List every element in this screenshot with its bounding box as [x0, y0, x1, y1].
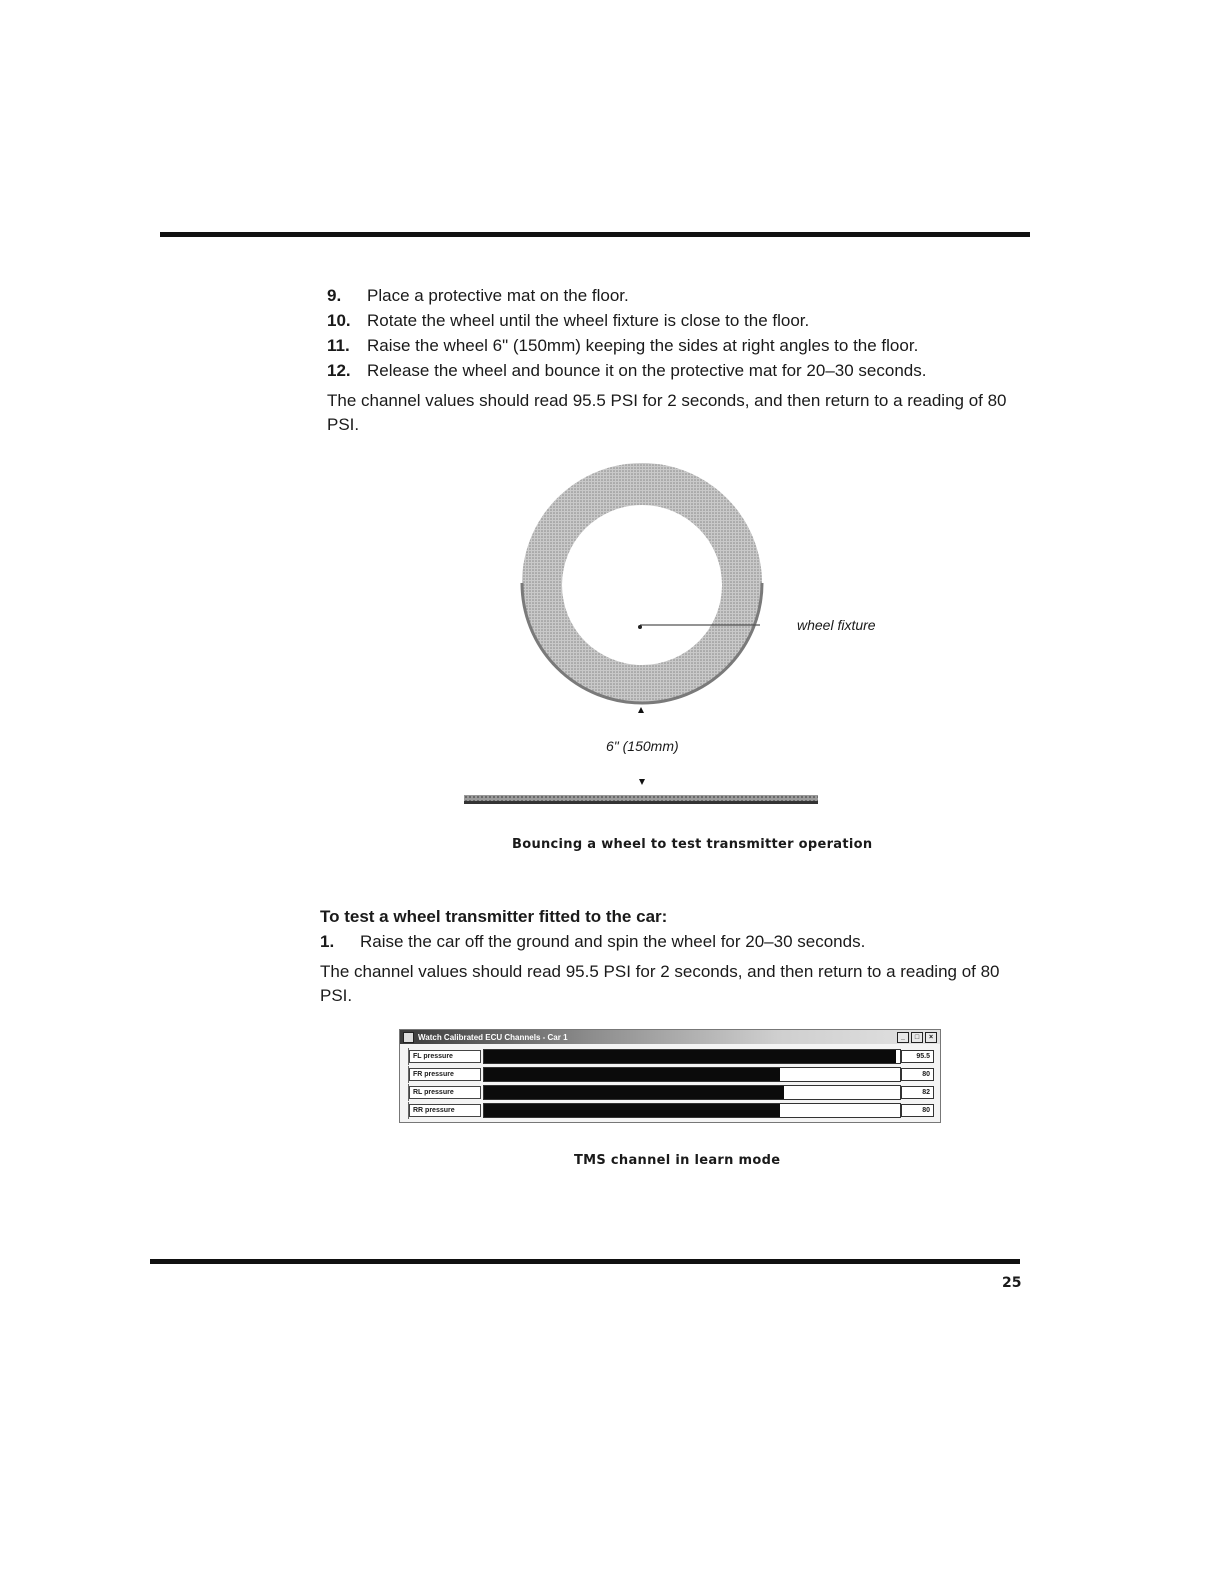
- channel-row: [408, 1048, 934, 1065]
- channel-gauge: [483, 1049, 901, 1064]
- steps-section: [327, 283, 1047, 437]
- step-item: [327, 358, 1047, 383]
- step-text: Rotate the wheel until the wheel fixture is close to the floor.: [367, 311, 810, 330]
- step-text: Place a protective mat on the floor.: [367, 286, 629, 305]
- channel-label: RL pressure: [409, 1086, 481, 1099]
- step-number: 12.: [327, 361, 351, 380]
- distance-label: 6" (150mm): [606, 738, 679, 754]
- minimize-icon[interactable]: _: [897, 1032, 909, 1043]
- step-number: 1.: [320, 932, 335, 951]
- channel-values-paragraph: The channel values should read 95.5 PSI for 2 seconds, and then return to a reading of 80 PSI.: [320, 962, 1000, 1005]
- channel-label: RR pressure: [409, 1104, 481, 1117]
- section-car-test: [320, 905, 1040, 1008]
- wheel-hub: [638, 625, 642, 629]
- channel-value: 80: [901, 1104, 934, 1117]
- channel-row: [408, 1102, 934, 1119]
- channel-gauge: [483, 1085, 901, 1100]
- top-rule: [160, 232, 1030, 237]
- channel-gauge: [483, 1067, 901, 1082]
- close-icon[interactable]: ×: [925, 1032, 937, 1043]
- step-text: Raise the wheel 6" (150mm) keeping the sides at right angles to the floor.: [367, 336, 919, 355]
- step-item: [327, 283, 1047, 308]
- channel-gauge: [483, 1103, 901, 1118]
- window-title: Watch Calibrated ECU Channels - Car 1: [418, 1032, 568, 1042]
- channel-values-paragraph: The channel values should read 95.5 PSI for 2 seconds, and then return to a reading of 80 PSI.: [327, 391, 1007, 434]
- page-number: 25: [1002, 1275, 1022, 1291]
- channel-value: 95.5: [901, 1050, 934, 1063]
- down-arrow-icon: [639, 779, 645, 785]
- channels-window: [399, 1029, 941, 1123]
- step-text: Raise the car off the ground and spin the wheel for 20–30 seconds.: [360, 932, 866, 951]
- window-titlebar[interactable]: [400, 1030, 940, 1044]
- step-item: [327, 308, 1047, 333]
- channel-label: FR pressure: [409, 1068, 481, 1081]
- wheel-bounce-figure: [460, 455, 860, 875]
- bottom-rule: [150, 1259, 1020, 1264]
- step-item: [327, 333, 1047, 358]
- floor-mat-edge: [464, 801, 818, 804]
- channel-gauge-fill: [484, 1050, 896, 1063]
- window-caption: TMS channel in learn mode: [574, 1153, 781, 1168]
- channel-gauge-fill: [484, 1104, 779, 1117]
- step-number: 9.: [327, 286, 342, 305]
- up-arrow-icon: [638, 707, 644, 713]
- channel-value: 80: [901, 1068, 934, 1081]
- channel-value: 82: [901, 1086, 934, 1099]
- channel-row: [408, 1084, 934, 1101]
- channel-gauge-fill: [484, 1068, 779, 1081]
- wheel-fixture-label: wheel fixture: [797, 617, 876, 633]
- step-item: [320, 929, 1040, 954]
- maximize-icon[interactable]: □: [911, 1032, 923, 1043]
- step-number: 10.: [327, 311, 351, 330]
- wheel-rim: [562, 505, 722, 665]
- figure-caption: Bouncing a wheel to test transmitter operation: [512, 837, 873, 852]
- step-text: Release the wheel and bounce it on the protective mat for 20–30 seconds.: [367, 361, 927, 380]
- channel-gauge-fill: [484, 1086, 783, 1099]
- section-title: To test a wheel transmitter fitted to the car:: [320, 907, 668, 926]
- channel-row: [408, 1066, 934, 1083]
- channel-label: FL pressure: [409, 1050, 481, 1063]
- channel-rows: [400, 1044, 940, 1119]
- app-icon: [403, 1032, 414, 1043]
- step-number: 11.: [327, 336, 350, 355]
